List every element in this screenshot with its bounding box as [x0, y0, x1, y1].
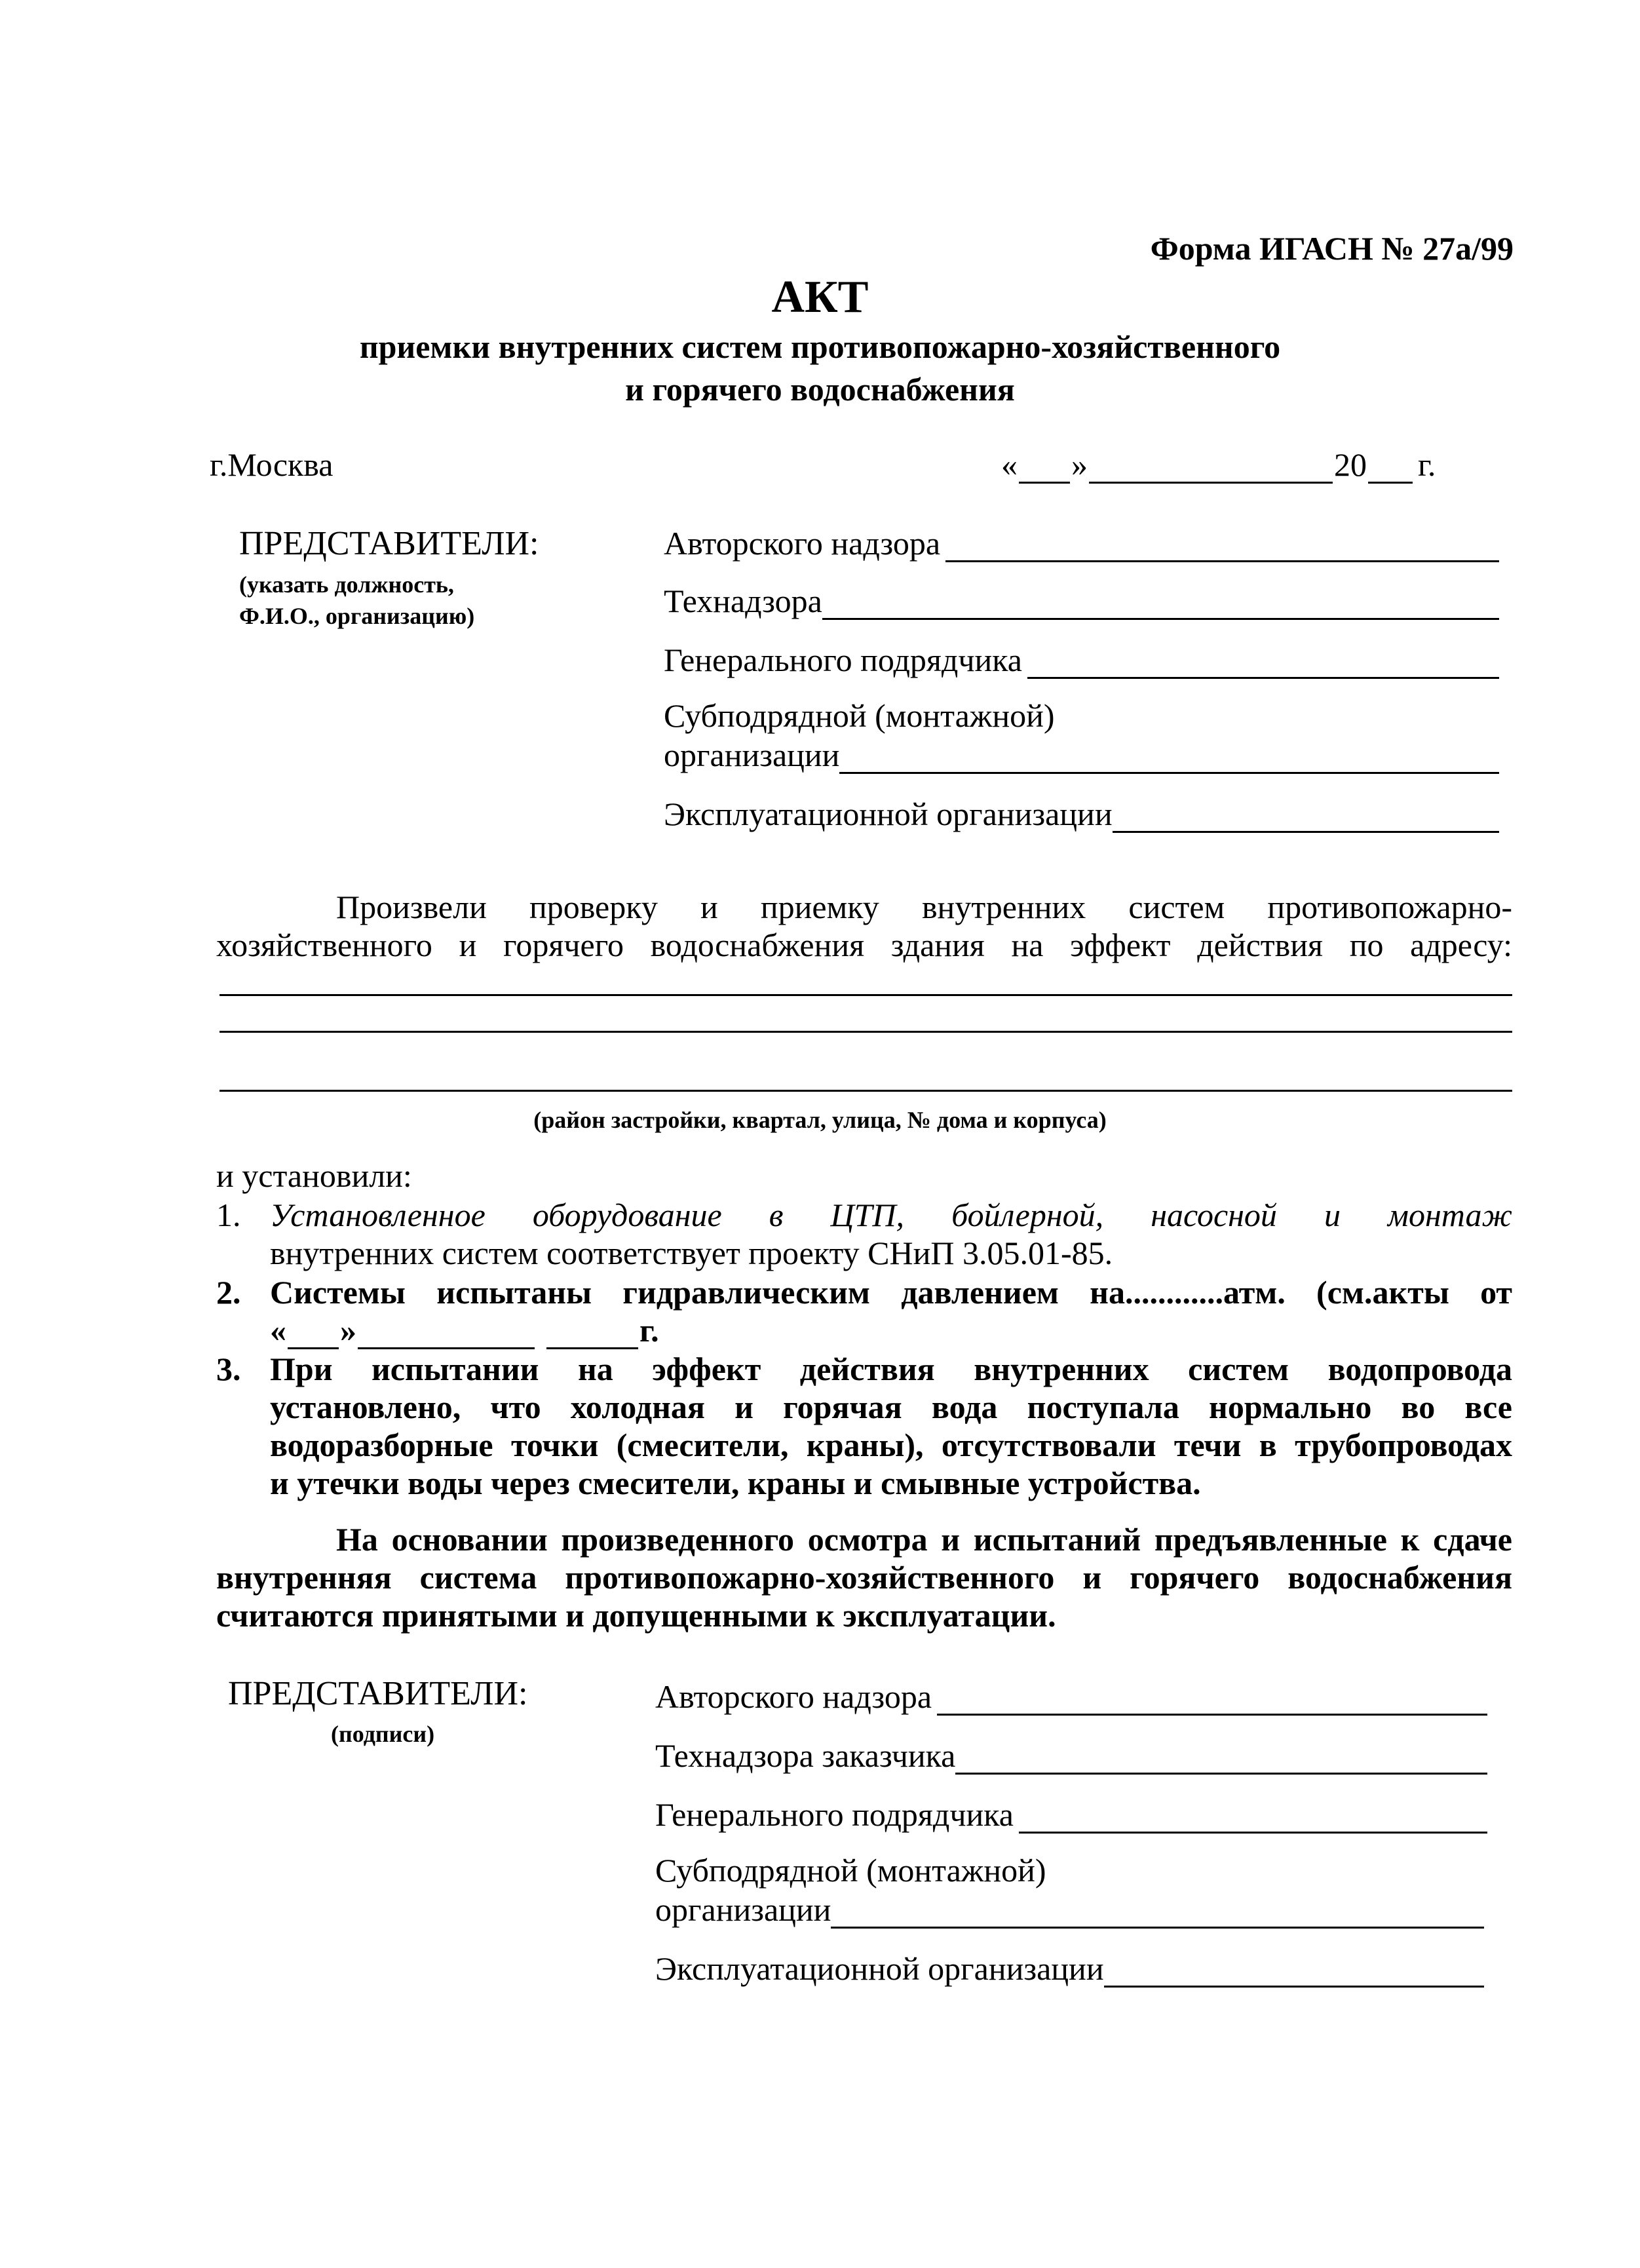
role-label: Эксплуатационной организации	[664, 796, 1113, 832]
role-label: Авторского надзора	[655, 1678, 932, 1715]
conclusion-paragraph	[216, 1520, 1512, 1634]
role-label: организации	[655, 1891, 831, 1928]
date-year-suffix: г.	[1418, 446, 1436, 483]
role-general-contractor-top[interactable]	[664, 641, 1499, 679]
document-title: АКТ	[771, 272, 869, 322]
finding-item-2	[216, 1273, 1512, 1349]
established-lead: и установили:	[216, 1157, 412, 1194]
role-label: Технадзора заказчика	[655, 1737, 956, 1774]
role-blank[interactable]	[831, 1900, 1484, 1929]
role-label: Субподрядной (монтажной)	[655, 1852, 1046, 1889]
item-2-close-quote: »	[340, 1312, 356, 1349]
item-2-open-quote: «	[270, 1312, 286, 1349]
role-blank[interactable]	[839, 746, 1499, 774]
item-2-year-suffix: г.	[639, 1312, 659, 1349]
date-field[interactable]	[1001, 446, 1436, 484]
role-label: Генерального подрядчика	[664, 642, 1022, 678]
role-blank[interactable]	[945, 534, 1499, 562]
address-line-2[interactable]	[219, 1031, 1512, 1033]
role-author-supervision-top[interactable]	[664, 524, 1499, 562]
item-2-date[interactable]	[270, 1311, 1512, 1349]
role-blank[interactable]	[937, 1687, 1487, 1716]
representatives-signatures-note: (подписи)	[331, 1721, 435, 1747]
form-number: Форма ИГАСН № 27а/99	[1150, 230, 1514, 267]
date-open-quote: «	[1001, 446, 1018, 483]
role-subcontractor-top[interactable]	[664, 736, 1499, 774]
item-2-year-blank[interactable]	[546, 1318, 638, 1349]
document-subtitle-line1: приемки внутренних систем противопожарно-хозяйственного	[359, 328, 1281, 365]
representatives-note-line1: (указать должность,	[239, 571, 454, 598]
role-blank[interactable]	[1113, 805, 1499, 833]
conclusion-line1: На основании произведенного осмотра и испытаний предъявленные к сдаче	[336, 1521, 1512, 1558]
role-general-contractor-bottom[interactable]	[655, 1796, 1487, 1834]
item-2-line1: Системы испытаны гидравлическим давлением на............атм. (см.акты от	[270, 1274, 1512, 1311]
item-3-line4: и утечки воды через смесители, краны и смывные устройства.	[270, 1465, 1201, 1501]
role-label: Технадзора	[664, 583, 822, 619]
item-number: 1.	[216, 1197, 241, 1233]
item-number: 2.	[216, 1274, 241, 1311]
role-subcontractor-line1-top	[664, 697, 1055, 735]
role-subcontractor-bottom[interactable]	[655, 1891, 1484, 1929]
item-2-month-blank[interactable]	[358, 1318, 535, 1349]
document-subtitle-line2: и горячего водоснабжения	[625, 371, 1015, 408]
date-day-blank[interactable]	[1019, 453, 1070, 484]
role-blank[interactable]	[1019, 1805, 1487, 1834]
role-blank[interactable]	[1104, 1959, 1484, 1988]
role-blank[interactable]	[955, 1746, 1487, 1775]
finding-item-3	[216, 1350, 1512, 1502]
date-month-blank[interactable]	[1089, 453, 1333, 484]
address-line-3[interactable]	[219, 1090, 1512, 1092]
role-tech-supervision-top[interactable]	[664, 582, 1499, 620]
item-3-line1: При испытании на эффект действия внутренних систем водопровода	[270, 1351, 1512, 1387]
date-close-quote: »	[1071, 446, 1088, 483]
intro-line2: хозяйственного и горячего водоснабжения здания на эффект действия по адресу:	[216, 927, 1512, 963]
item-3-line3: водоразборные точки (смесители, краны), отсутствовали течи в трубопроводах	[270, 1427, 1512, 1463]
role-tech-supervision-bottom[interactable]	[655, 1737, 1487, 1775]
item-2-day-blank[interactable]	[288, 1318, 339, 1349]
city-label: г.Москва	[210, 446, 334, 483]
representatives-heading-top: ПРЕДСТАВИТЕЛИ:	[239, 525, 539, 562]
role-author-supervision-bottom[interactable]	[655, 1678, 1487, 1716]
conclusion-line2: внутренняя система противопожарно-хозяйственного и горячего водоснабжения	[216, 1559, 1512, 1596]
conclusion-line3: считаются принятыми и допущенными к эксплуатации.	[216, 1597, 1056, 1634]
intro-paragraph	[216, 888, 1512, 964]
role-subcontractor-line1-bottom	[655, 1851, 1046, 1889]
date-year-blank[interactable]	[1368, 453, 1413, 484]
item-1-line2: внутренних систем соответствует проекту СНиП 3.05.01-85.	[270, 1235, 1113, 1271]
date-year-prefix: 20	[1334, 446, 1367, 483]
representatives-note-line2: Ф.И.О., организацию)	[239, 603, 475, 629]
item-3-line2: установлено, что холодная и горячая вода поступала нормально во все	[270, 1389, 1512, 1425]
address-caption: (район застройки, квартал, улица, № дома и корпуса)	[533, 1107, 1107, 1133]
item-1-line1: Установленное оборудование в ЦТП, бойлерной, насосной и монтаж	[270, 1197, 1512, 1233]
role-label: Авторского надзора	[664, 525, 941, 562]
representatives-heading-bottom: ПРЕДСТАВИТЕЛИ:	[228, 1675, 528, 1712]
role-operating-org-bottom[interactable]	[655, 1950, 1484, 1988]
intro-line1: Произвели проверку и приемку внутренних систем противопожарно-	[336, 889, 1512, 925]
role-blank[interactable]	[822, 592, 1499, 620]
address-line-1[interactable]	[219, 994, 1512, 996]
role-label: Эксплуатационной организации	[655, 1950, 1104, 1987]
role-label: Генерального подрядчика	[655, 1796, 1014, 1833]
role-operating-org-top[interactable]	[664, 795, 1499, 833]
role-blank[interactable]	[1027, 651, 1499, 679]
item-number: 3.	[216, 1351, 241, 1387]
finding-item-1	[216, 1196, 1512, 1272]
role-label: Субподрядной (монтажной)	[664, 697, 1055, 734]
role-label: организации	[664, 737, 840, 773]
